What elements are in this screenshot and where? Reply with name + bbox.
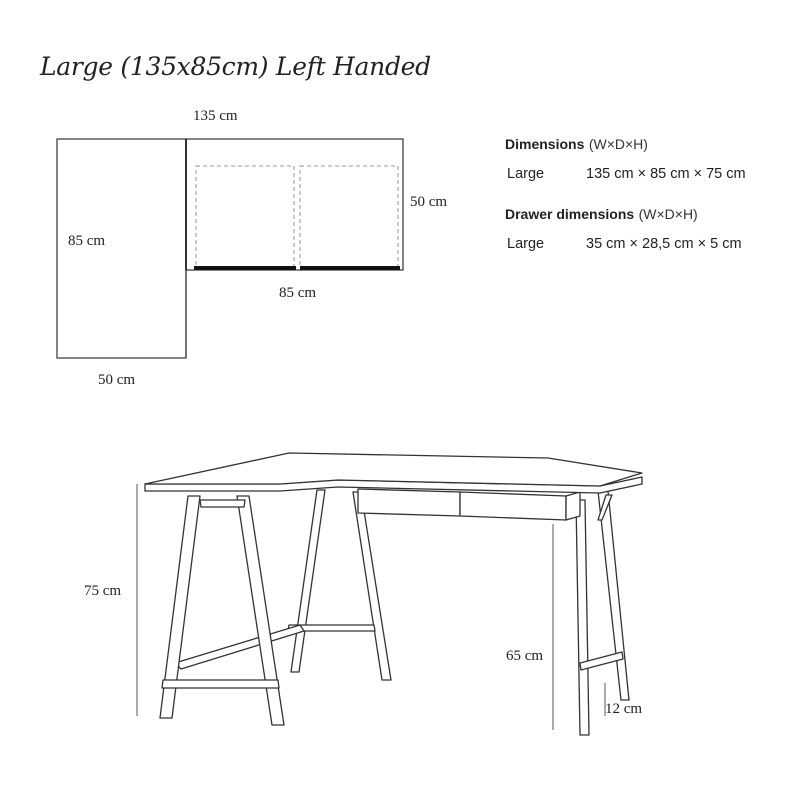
front-left-stretcher <box>162 680 279 688</box>
front-right-leg <box>576 500 589 735</box>
drawer-depth-label: 50 cm <box>410 194 448 210</box>
drawer-dimensions-unit-hint: (W×D×H) <box>638 206 698 222</box>
front-left-apron <box>200 500 245 507</box>
page-title: Large (135x85cm) Left Handed <box>40 52 431 81</box>
drawer-dimensions-title: Drawer dimensions <box>505 206 635 222</box>
width-label: 135 cm <box>193 108 238 124</box>
desktop-surface <box>145 453 642 486</box>
bottom-width-label: 85 cm <box>279 285 317 301</box>
dimensions-title: Dimensions <box>505 136 585 152</box>
front-left-leg-b <box>237 496 284 725</box>
drawer-row-label: Large <box>507 236 545 252</box>
dimensions-unit-hint: (W×D×H) <box>588 136 648 152</box>
left-width-label: 50 cm <box>98 372 136 388</box>
drawer-right-front <box>460 492 566 520</box>
back-right-leg <box>598 491 629 700</box>
drawer-left-front <box>358 489 460 516</box>
total-height-label: 75 cm <box>84 583 122 599</box>
left-depth-label: 85 cm <box>68 233 106 249</box>
clearance-label: 65 cm <box>506 648 544 664</box>
dimensions-row-value: 135 cm × 85 cm × 75 cm <box>586 166 746 182</box>
drawer-row-value: 35 cm × 28,5 cm × 5 cm <box>586 236 742 252</box>
drawer-side <box>566 492 580 520</box>
dimensions-row-label: Large <box>507 166 545 182</box>
foot-height-label: 12 cm <box>605 701 643 717</box>
floor-stretcher-left <box>175 625 304 669</box>
back-left-leg-a <box>291 490 325 672</box>
back-left-leg-b <box>353 492 391 680</box>
